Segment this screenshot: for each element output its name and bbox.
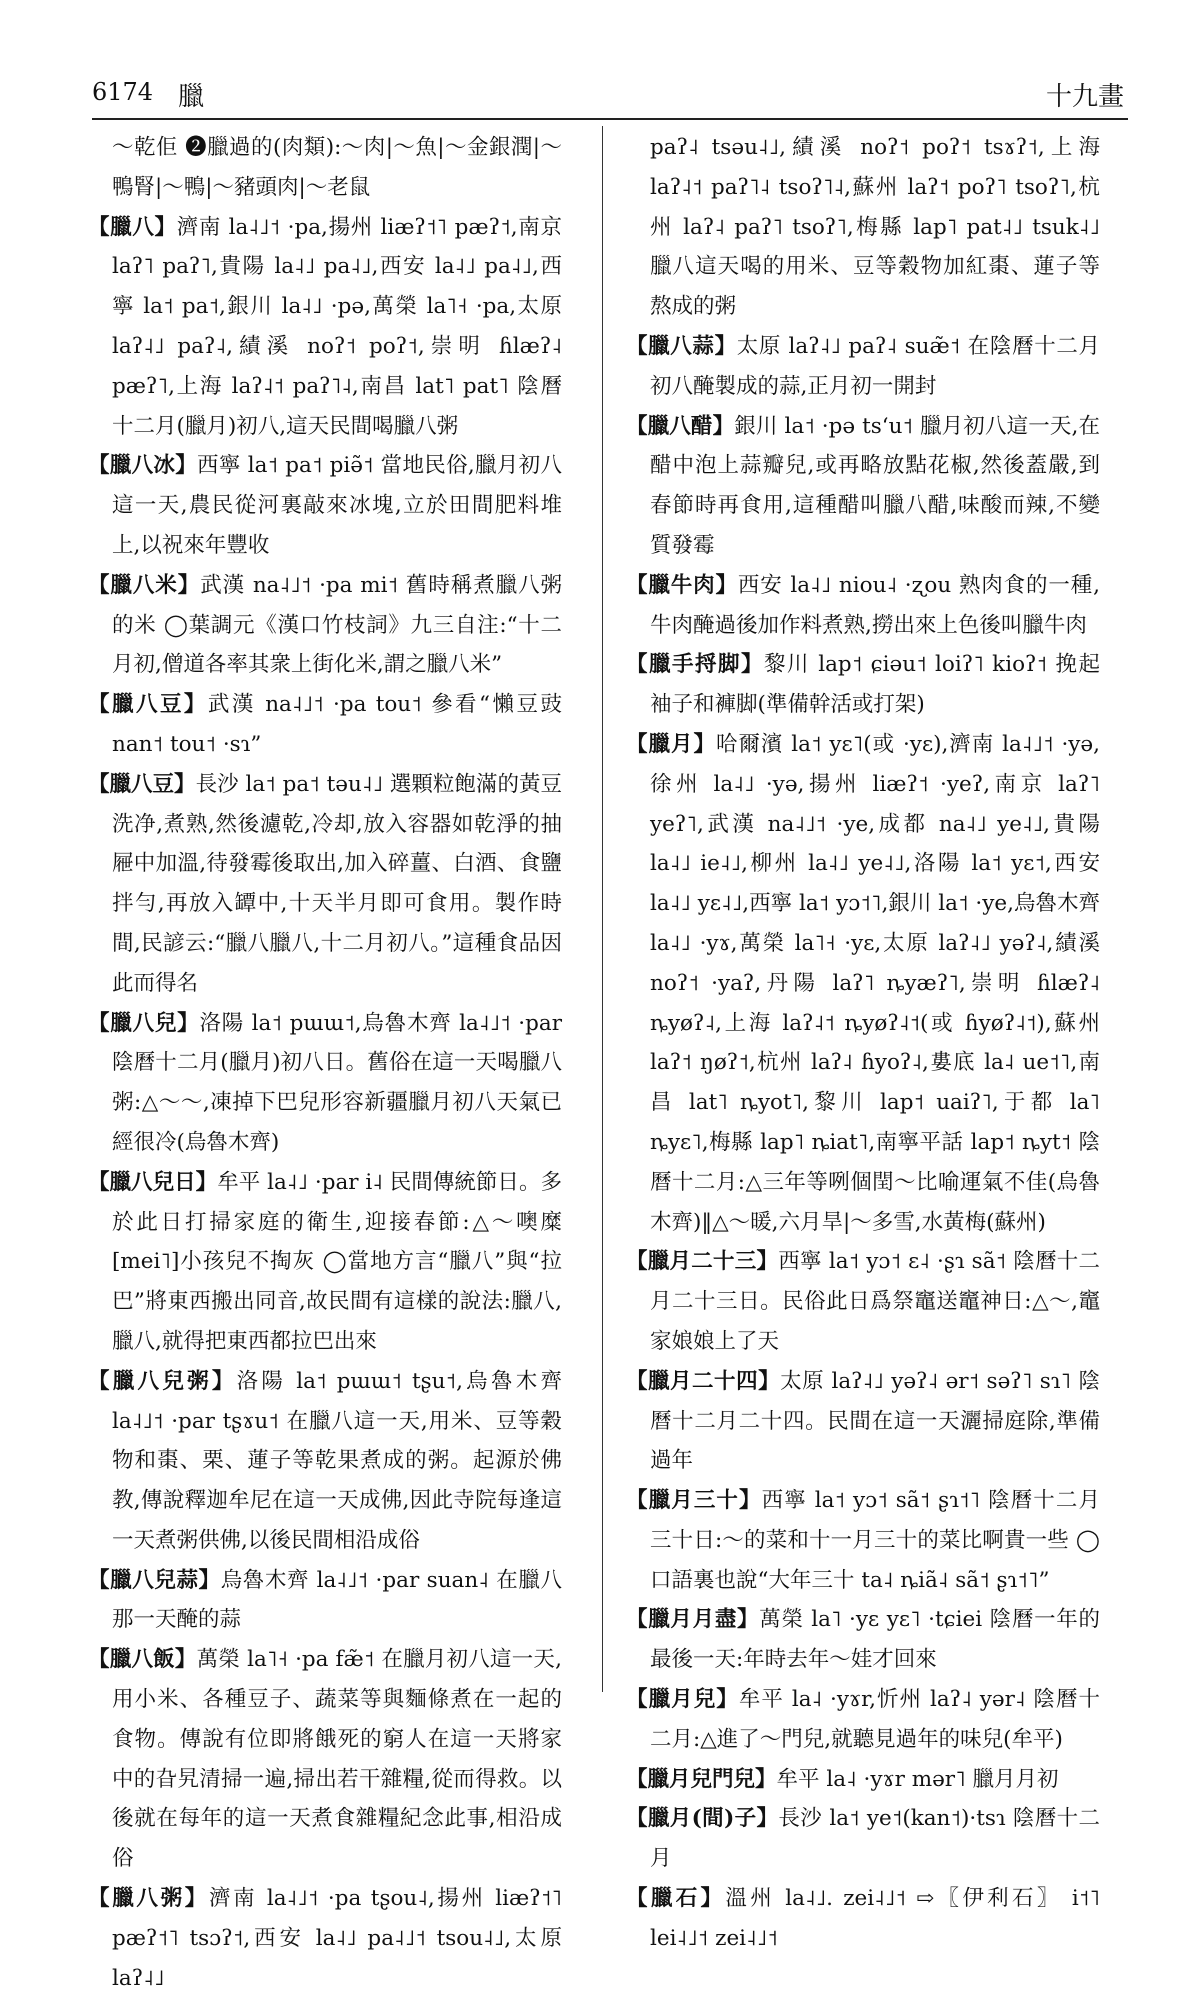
entry-text: 銀川 la˦ ·pə tsʻu˦ 臘月初八這一天,在醋中泡上蒜瓣兒,或再略放點花椒,然後蓋嚴,到春節時再食用,這種醋叫臘八醋,味酸而辣,不變質發霉 (650, 413, 1100, 558)
entry-headword: 【臘月三十】 (626, 1488, 762, 1514)
dictionary-entry (88, 1879, 562, 1998)
dictionary-entry (626, 327, 1100, 407)
entry-text: 長沙 la˦ pa˦ təu˨˩ 選顆粒飽滿的黃豆洗净,煮熟,然後濾乾,冷却,放入容器如乾淨的抽屜中加溫,待發霉後取出,加入碎薑、白酒、食鹽拌勻,再放入罈中,十天半月即可食用。製作時間,民諺云:“臘八臘八,十二月初八。”這種食品因此而得名 (112, 771, 562, 996)
entry-headword: 【臘月兒】 (626, 1687, 739, 1713)
entry-text: 牟平 la˨˩ ·par i˨ 民間傳統節日。多於此日打掃家庭的衛生,迎接春節:△～噢糜[mei˥]小孩兒不掏灰 ◯當地方言“臘八”與“拉巴”將東西搬出同音,故民間有這樣的說法:臘八,臘八,就得把東西都拉巴出來 (112, 1169, 562, 1354)
entry-text: 武漢 na˨˩˦ ·pa tou˦ 參看“懶豆豉 nan˦ tou˦ ·sɿ” (112, 692, 562, 757)
entry-text: 太原 laʔ˨˩ yəʔ˨ ər˦ səʔ˥ sɿ˥ 陰曆十二月二十四。民間在這一天灑掃庭除,準備過年 (650, 1368, 1100, 1474)
entry-text: 牟平 la˨ ·yɤr,忻州 laʔ˨ yər˨ 陰曆十二月:△進了～門兒,就聽見過年的味兒(牟平) (650, 1687, 1100, 1752)
entry-text: 西寧 la˦ pa˦ piə̃˦ 當地民俗,臘月初八這一天,農民從河裏敲來冰塊,立於田間肥料堆上,以祝來年豐收 (112, 453, 562, 558)
entry-headword: 【臘八粥】 (88, 1886, 209, 1912)
dictionary-entry (626, 1600, 1100, 1680)
entry-text: 萬榮 la˥˧ ·pa fæ̃˦ 在臘月初八這一天,用小米、各種豆子、蔬菜等與麵條煮在一起的食物。傳說有位即將餓死的窮人在這一天將家中的旮旯清掃一遍,掃出若干雜糧,從而得救。以後就在每年的這一天煮食雜糧紀念此事,相沿成俗 (112, 1647, 562, 1872)
entry-headword: 【臘石】 (626, 1886, 726, 1912)
left-column (88, 128, 562, 1991)
dictionary-entry (626, 1760, 1100, 1800)
entry-headword: 【臘八兒】 (88, 1010, 200, 1036)
dictionary-entry (626, 1879, 1100, 1959)
dictionary-entry (88, 1163, 562, 1362)
stroke-count-label: 十九畫 (1045, 82, 1124, 112)
dictionary-entry (88, 1561, 562, 1641)
dictionary-entry (626, 566, 1100, 646)
entry-headword: 【臘月二十三】 (626, 1249, 779, 1275)
entry-headword: 【臘八蒜】 (626, 333, 737, 359)
entry-headword: 【臘八】 (88, 214, 177, 240)
entry-headword: 【臘八兒粥】 (88, 1368, 237, 1394)
dictionary-entry (626, 1481, 1100, 1600)
dictionary-entry (626, 1362, 1100, 1481)
entry-headword: 【臘月月盡】 (626, 1607, 760, 1633)
column-divider (602, 126, 603, 1692)
right-column (626, 128, 1100, 1951)
dictionary-entry (88, 1362, 562, 1561)
entry-headword: 【臘八醋】 (626, 413, 735, 439)
dictionary-entry (88, 446, 562, 565)
entry-text: 萬榮 la˥ ·yɛ yɛ˥ ·tɕiei 陰曆一年的最後一天:年時去年～娃才回來 (650, 1607, 1100, 1673)
dictionary-entry (626, 645, 1100, 725)
entry-text: 西寧 la˦ yɔ˦ sã˦ ʂɿ˦˥ 陰曆十二月三十日:～的菜和十一月三十的菜比啊貴一些 ◯口語裏也說“大年三十 ta˨ ȵiã˨ sã˦ ʂɿ˦˥” (650, 1488, 1100, 1593)
entry-headword: 【臘八冰】 (88, 453, 198, 479)
dictionary-entry (626, 1680, 1100, 1760)
entry-headword: 【臘月(間)子】 (626, 1806, 779, 1832)
entry-text: 哈爾濱 la˦ yɛ˥(或 ·yɛ),濟南 la˨˩˦ ·yə,徐州 la˨˩ ·yə,揚州 liæʔ˦ ·yeʔ,南京 laʔ˥ yeʔ˥,武漢 na˨˩˦ ·ye,成都 na˨˩ ye˨˩,貴陽 la˨˩ ie˨˩,柳州 la˨˩ ye˨˩,洛陽 la˦ yɛ˦,西安 la˨˩ yɛ˨˩,西寧 la˦ yɔ˦˥,銀川 la˦ ·ye,烏魯木齊 la˨˩ ·yɤ,萬榮 la˥˧ ·yɛ,太原 laʔ˨˩ yəʔ˨,績溪 noʔ˦ ·yaʔ,丹陽 laʔ˥ ȵyæʔ˥,崇明 ɦlæʔ˨ ȵyøʔ˨,上海 laʔ˨˦ ȵyøʔ˨˦(或 ɦyøʔ˨˦),蘇州 laʔ˦ ŋøʔ˦,杭州 laʔ˨ ɦyoʔ˨,婁底 la˨ ue˦˥,南昌 lat˥ ȵyot˥,黎川 lap˦ uaiʔ˥,于都 la˥ ȵyɛ˥,梅縣 lap˥ ȵiat˥,南寧平話 lap˦ ȵyt˦ 陰曆十二月:△三年等咧個閏～比喻運氣不佳(烏魯木齊)‖△～暖,六月旱|～多雪,水黃梅(蘇州) (650, 731, 1100, 1235)
dictionary-entry (626, 1242, 1100, 1361)
entry-text: 牟平 la˨ ·yɤr mər˥ 臘月月初 (776, 1766, 1059, 1792)
page-number: 6174 (92, 78, 154, 106)
entry-text: 濟南 la˨˩˦ ·pa tʂou˨,揚州 liæʔ˦˥ pæʔ˦˥ tsɔʔ˦,西安 la˨˩ pa˨˩˦ tsou˨˩,太原 laʔ˨˩ (112, 1886, 562, 1991)
entry-text: paʔ˨ tsəu˨˩,績溪 noʔ˦ poʔ˦ tsɤʔ˦,上海 laʔ˨˦ paʔ˥˨ tsoʔ˥˨,蘇州 laʔ˦ poʔ˥ tsoʔ˥,杭州 laʔ˨ paʔ˥ tsoʔ˥,梅縣 lap˥ pat˨˩ tsuk˨˩ 臘八這天喝的用米、豆等穀物加紅棗、蓮子等熬成的粥 (650, 135, 1100, 320)
entry-headword: 【臘月】 (626, 731, 716, 757)
entry-text: 太原 laʔ˨˩ paʔ˨ suæ̃˦ 在陰曆十二月初八醃製成的蒜,正月初一開封 (650, 333, 1100, 399)
dictionary-entry (626, 725, 1100, 1242)
dictionary-entry (88, 128, 562, 208)
dictionary-entry (626, 407, 1100, 566)
entry-headword: 【臘月兒門兒】 (626, 1766, 777, 1792)
dictionary-entry (88, 765, 562, 1004)
dictionary-entry (88, 566, 562, 685)
entry-headword: 【臘八兒蒜】 (88, 1567, 221, 1593)
entry-text: 濟南 la˨˩˦ ·pa,揚州 liæʔ˦˥ pæʔ˦,南京 laʔ˥ paʔ˥,貴陽 la˨˩ pa˨˩,西安 la˨˩ pa˨˩,西寧 la˦ pa˦,銀川 la˨˩ ·pə,萬榮 la˥˧ ·pa,太原 laʔ˨˩ paʔ˨,績溪 noʔ˦ poʔ˦,崇明 ɦlæʔ˨ pæʔ˥,上海 laʔ˨˦ paʔ˥˨,南昌 lat˥ pat˥ 陰曆十二月(臘月)初八,這天民間喝臘八粥 (112, 214, 562, 439)
running-header (92, 70, 1128, 120)
entry-headword: 【臘手捋脚】 (626, 652, 764, 678)
entry-text: ～乾佢 ❷臘過的(肉類):～肉|～魚|～金銀潤|～鴨腎|～鴨|～豬頭肉|～老鼠 (112, 135, 562, 200)
entry-text: 西安 la˨˩ niou˨ ·ʐou 熟肉食的一種,牛肉醃過後加作料煮熟,撈出來上色後叫臘牛肉 (650, 572, 1100, 638)
entry-headword: 【臘八豆】 (88, 692, 208, 718)
entry-text: 黎川 lap˦ ɕiəu˦ loiʔ˥ kioʔ˦ 挽起袖子和褲脚(準備幹活或打架) (650, 652, 1100, 718)
entry-text: 洛陽 la˦ pɯɯ˦ tʂu˦,烏魯木齊 la˨˩˦ ·par tʂɤu˦ 在臘八這一天,用米、豆等穀物和棗、栗、蓮子等乾果煮成的粥。起源於佛教,傳說釋迦牟尼在這一天成佛,因此寺院每逢這一天煮粥供佛,以後民間相沿成俗 (112, 1368, 562, 1553)
entry-headword: 【臘八米】 (88, 572, 201, 598)
dictionary-entry (88, 1004, 562, 1163)
entry-headword: 【臘八豆】 (88, 771, 196, 797)
dictionary-entry (88, 1640, 562, 1879)
entry-headword: 【臘月二十四】 (626, 1368, 781, 1394)
entry-text: 洛陽 la˦ pɯɯ˦,烏魯木齊 la˨˩˦ ·par 陰曆十二月(臘月)初八日。舊俗在這一天喝臘八粥:△～～,凍掉下巴兒形容新疆臘月初八天氣已經很冷(烏魯木齊) (112, 1010, 562, 1155)
entry-headword: 【臘牛肉】 (626, 572, 738, 598)
dictionary-entry (626, 1799, 1100, 1879)
dictionary-entry (88, 685, 562, 765)
entry-headword: 【臘八飯】 (88, 1647, 197, 1673)
entry-text: 西寧 la˦ yɔ˦ ɛ˨ ·ʂɿ sã˦ 陰曆十二月二十三日。民俗此日爲祭竈送竈神日:△～,竈家娘娘上了天 (650, 1249, 1100, 1354)
entry-text: 烏魯木齊 la˨˩˦ ·par suan˨ 在臘八那一天醃的蒜 (112, 1567, 562, 1633)
entry-headword: 【臘八兒日】 (88, 1169, 218, 1195)
dictionary-entry (88, 208, 562, 447)
dictionary-entry (626, 128, 1100, 327)
entry-text: 武漢 na˨˩˦ ·pa mi˦ 舊時稱煮臘八粥的米 ◯葉調元《漢口竹枝詞》九三自注:“十二月初,僧道各率其衆上街化米,謂之臘八米” (112, 572, 562, 678)
entry-text: 溫州 la˨˩. zei˨˩˦ ⇨〖伊利石〗 i˦˥ lei˨˩˦ zei˨˩˦ (650, 1886, 1100, 1951)
entry-text: 長沙 la˦ ye˦(kan˦)·tsɿ 陰曆十二月 (650, 1806, 1100, 1872)
header-character: 臘 (178, 82, 205, 112)
